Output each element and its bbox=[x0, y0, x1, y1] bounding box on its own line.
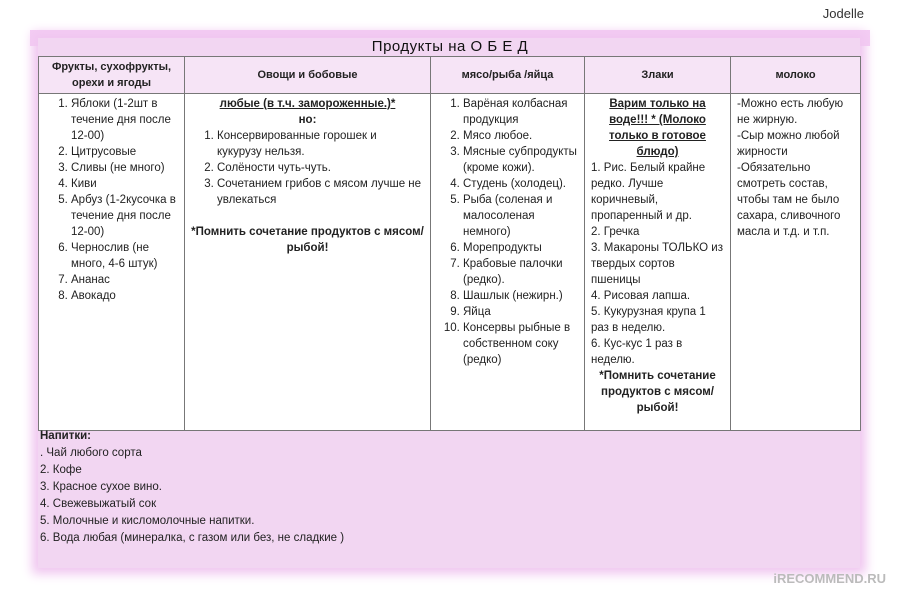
list-item: 4. Киви bbox=[71, 176, 178, 192]
vegetables-list bbox=[191, 128, 424, 208]
list-item: 8. Шашлык (нежирн.) bbox=[463, 288, 578, 304]
list-item: 4. Свежевыжатый сок bbox=[40, 498, 157, 510]
list-item: 1. Яблоки (1-2шт в течение дня после 12-00) bbox=[71, 96, 178, 144]
vegetables-cell bbox=[185, 94, 431, 431]
grains-cell bbox=[585, 94, 731, 431]
list-item: 6. Чернослив (не много, 4-6 штук) bbox=[71, 240, 178, 272]
list-item: 3. Сочетанием грибов с мясом лучше не увлекаться bbox=[217, 176, 424, 208]
fruits-cell bbox=[39, 94, 185, 431]
list-item: 8. Авокадо bbox=[71, 288, 178, 304]
list-item: 10. Консервы рыбные в собственном соку (редко) bbox=[463, 320, 578, 368]
column-header-meat: мясо/рыба /яйца bbox=[431, 57, 585, 94]
list-item: 9. Яйца bbox=[463, 304, 578, 320]
list-item: 1. Рис. Белый крайне редко. Лучше коричневый, пропаренный и др. bbox=[591, 162, 706, 222]
list-item: 1. Варёная колбасная продукция bbox=[463, 96, 578, 128]
list-item: 4. Рисовая лапша. bbox=[591, 290, 691, 302]
list-item: -Можно есть любую не жирную. bbox=[737, 98, 844, 126]
list-item: 7. Крабовые палочки (редко). bbox=[463, 256, 578, 288]
table-header-row bbox=[39, 57, 861, 94]
list-item: 2. Мясо любое. bbox=[463, 128, 578, 144]
list-item: 1. Консервированные горошек и кукурузу нельзя. bbox=[217, 128, 424, 160]
column-header-vegetables: Овощи и бобовые bbox=[185, 57, 431, 94]
vegetables-but: но: bbox=[298, 114, 317, 126]
list-item: 4. Студень (холодец). bbox=[463, 176, 578, 192]
list-item: 5. Рыба (соленая и малосоленая немного) bbox=[463, 192, 578, 240]
list-item: 3. Сливы (не много) bbox=[71, 160, 178, 176]
drinks-section bbox=[40, 428, 344, 547]
list-item: 6. Кус-кус 1 раз в неделю. bbox=[591, 338, 683, 366]
meat-list bbox=[437, 96, 578, 368]
list-item: 3. Мясные субпродукты (кроме кожи). bbox=[463, 144, 578, 176]
products-table bbox=[38, 56, 861, 431]
grains-header: Варим только на воде!!! * (Молоко только в готовое блюдо) bbox=[609, 98, 706, 158]
table-row bbox=[39, 94, 861, 431]
list-item: 3. Макароны ТОЛЬКО из твердых сортов пшеницы bbox=[591, 242, 723, 286]
column-header-fruits: Фрукты, сухофрукты, орехи и ягоды bbox=[39, 57, 185, 94]
page-title: Продукты на О Б Е Д bbox=[371, 38, 529, 55]
list-item: 7. Ананас bbox=[71, 272, 178, 288]
vegetables-note: *Помнить сочетание продуктов с мясом/рыбой! bbox=[191, 226, 424, 254]
list-item: 6. Морепродукты bbox=[463, 240, 578, 256]
watermark: iRECOMMEND.RU bbox=[773, 571, 886, 586]
meat-cell bbox=[431, 94, 585, 431]
username-label: Jodelle bbox=[822, 6, 864, 21]
list-item: 2. Солёности чуть-чуть. bbox=[217, 160, 424, 176]
list-item: 5. Арбуз (1-2кусочка в течение дня после 12-00) bbox=[71, 192, 178, 240]
column-header-grains: Злаки bbox=[585, 57, 731, 94]
grains-note: *Помнить сочетание продуктов с мясом/рыбой! bbox=[599, 370, 716, 414]
vegetables-header: любые (в т.ч. замороженные.)* bbox=[219, 98, 396, 110]
fruits-list bbox=[45, 96, 178, 304]
list-item: 2. Гречка bbox=[591, 226, 640, 238]
list-item: 2. Цитрусовые bbox=[71, 144, 178, 160]
column-header-milk: молоко bbox=[731, 57, 861, 94]
list-item: 5. Кукурузная крупа 1 раз в неделю. bbox=[591, 306, 706, 334]
list-item: -Сыр можно любой жирности bbox=[737, 130, 840, 158]
list-item: 5. Молочные и кисломолочные напитки. bbox=[40, 515, 255, 527]
milk-cell bbox=[731, 94, 861, 431]
list-item: 6. Вода любая (минералка, с газом или без, не сладкие ) bbox=[40, 532, 345, 544]
drinks-heading: Напитки: bbox=[40, 430, 92, 442]
list-item: 2. Кофе bbox=[40, 464, 82, 476]
list-item: -Обязательно смотреть состав, чтобы там не было сахара, сливочного масла и т.д. и т.п. bbox=[737, 162, 841, 238]
list-item: . Чай любого сорта bbox=[40, 447, 142, 459]
list-item: 3. Красное сухое вино. bbox=[40, 481, 162, 493]
